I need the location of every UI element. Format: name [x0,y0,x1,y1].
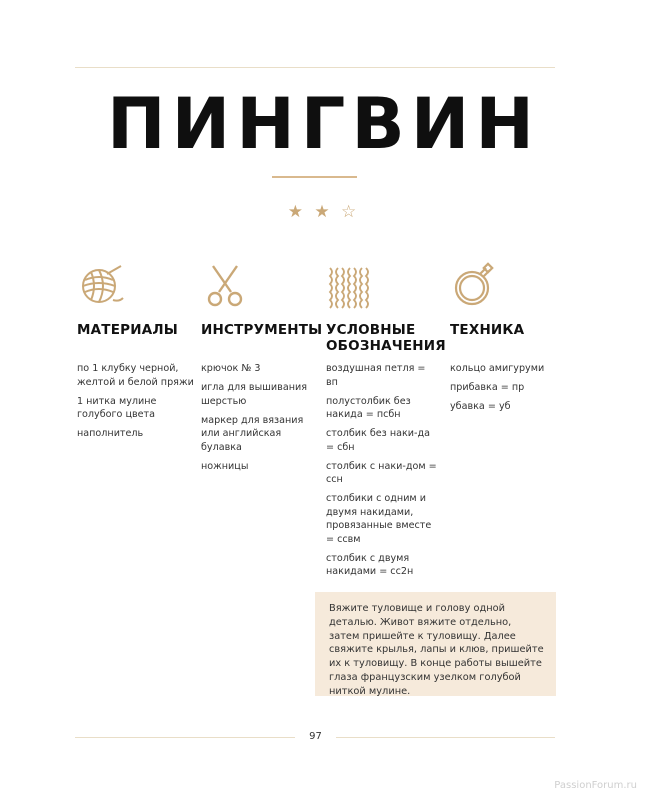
list-item: столбик с наки-дом = ссн [326,460,437,485]
list-item: столбики с одним и двумя накидами, провязанные вместе = ссвм [326,493,432,545]
materials-heading: МАТЕРИАЛЫ [77,322,178,338]
list-item: полустолбик без накида = псбн [326,395,411,420]
technique-list [450,362,568,414]
star-empty-icon: ☆ [341,202,360,222]
star-filled-icon: ★ [287,202,306,222]
footer-rule-right [336,737,555,738]
list-item: воздушная петля = вп [326,363,426,388]
title-underline [272,176,357,178]
legend-column [326,262,446,584]
list-item: столбик с двумя накидами = сс2н [326,552,414,577]
yarn-ball-icon [77,262,125,310]
top-rule [75,67,555,68]
list-item: крючок № 3 [201,363,261,374]
tools-heading: ИНСТРУМЕНТЫ [201,322,323,338]
list-item: прибавка = пр [450,382,525,393]
list-item: убавка = уб [450,401,511,412]
list-item: ножницы [201,460,249,472]
tools-column [201,262,323,479]
watermark: PassionForum.ru [554,780,637,791]
materials-list [77,362,195,441]
technique-column [450,262,568,419]
page-title: ПИНГВИН [107,83,540,165]
star-filled-icon: ★ [314,202,333,222]
legend-heading: УСЛОВНЫЕ ОБОЗНАЧЕНИЯ [326,322,446,354]
knit-stitch-icon [326,262,374,310]
tools-list [201,362,319,473]
list-item: игла для вышивания шерстью [201,382,307,407]
footer-rule-left [75,737,295,738]
materials-column [77,262,195,446]
list-item: кольцо амигуруми [450,363,545,374]
page-number: 97 [309,731,322,742]
legend-list [326,362,438,579]
list-item: маркер для вязания или английская булавка [201,414,304,453]
hoop-icon [450,262,498,310]
instructions-note: Вяжите туловище и голову одной деталью. Живот вяжите отдельно, затем пришейте к туловищу. Далее свяжите крылья, лапы и клюв, пришейте их к туловищу. В конце работы вышейте глаза французским узелком голубой ниткой мулине. [315,592,556,696]
list-item: наполнитель [77,428,144,439]
technique-heading: ТЕХНИКА [450,322,525,338]
scissors-icon [201,262,249,310]
list-item: столбик без наки-да = сбн [326,428,430,453]
list-item: по 1 клубку черной, желтой и белой пряжи [77,363,194,388]
list-item: 1 нитка мулине голубого цвета [77,395,157,420]
difficulty-rating [0,200,647,224]
